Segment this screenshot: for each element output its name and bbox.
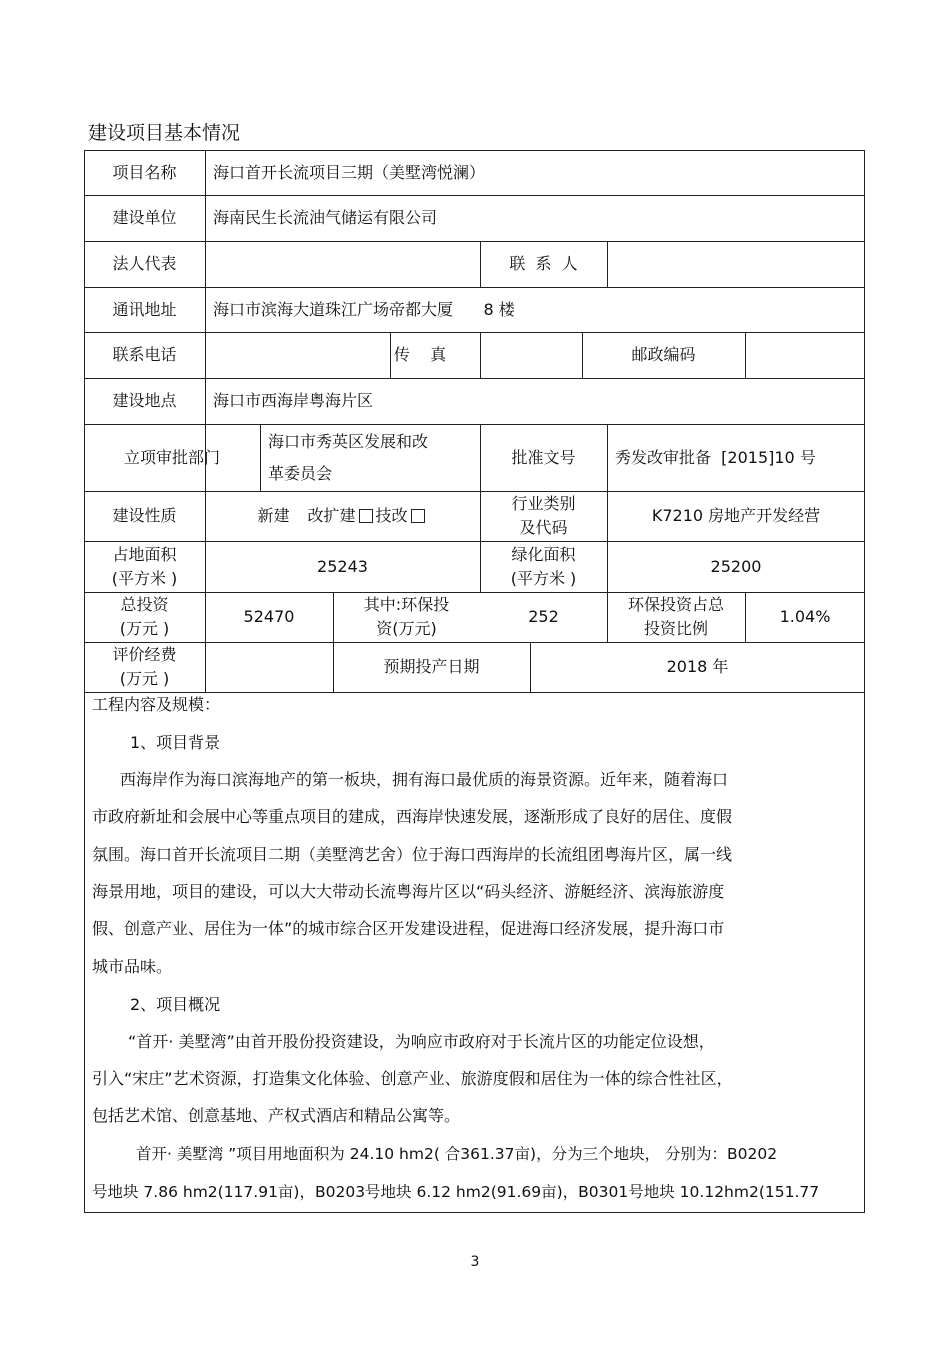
page-title: 建设项目基本情况 <box>88 122 241 144</box>
expected-date-value: 2018 年 <box>666 657 729 676</box>
env-invest-label-line2: 资(万元) <box>376 619 437 638</box>
industry-value: K7210 房地产开发经营 <box>651 506 821 525</box>
phone-value <box>205 332 390 378</box>
land-area-label-line2: (平方米 ) <box>111 568 178 588</box>
paragraph-line: 海景用地，项目的建设，可以大大带动长流粤海片区以“码头经济、游艇经济、滨海旅游度 <box>92 882 725 901</box>
tech-checkbox-icon[interactable] <box>411 509 425 523</box>
land-area-label-line1: 占地面积 <box>112 544 177 564</box>
total-invest-label <box>84 592 205 642</box>
contact-label: 联 系 人 <box>509 254 578 273</box>
fax-label: 传 真 <box>393 345 447 364</box>
nature-tech: 技改 <box>375 506 408 525</box>
green-area-label-line2: (平方米 ) <box>510 568 577 588</box>
paragraph-line: “首开· 美墅湾”由首开股份投资建设，为响应市政府对于长流片区的功能定位设想， <box>128 1032 715 1051</box>
nature-new: 新建 <box>257 506 290 525</box>
legal-rep-label: 法人代表 <box>112 254 177 273</box>
contact-value <box>607 241 865 287</box>
nature-options <box>205 491 480 541</box>
paragraph-line: 引入“宋庄”艺术资源，打造集文化体验、创意产业、旅游度假和居住为一体的综合性社区， <box>92 1069 733 1088</box>
nature-expand: 改扩建 <box>307 506 356 525</box>
eval-fee-label <box>84 642 205 692</box>
paragraph-line: 西海岸作为海口滨海地产的第一板块，拥有海口最优质的海景资源。近年来，随着海口 <box>120 770 729 789</box>
total-invest-value: 52470 <box>243 607 295 626</box>
env-ratio-label <box>607 592 745 642</box>
build-unit-value: 海南民生长流油气储运有限公司 <box>213 208 438 227</box>
nature-label: 建设性质 <box>112 506 177 525</box>
land-area-label <box>84 541 205 592</box>
industry-label-line2: 及代码 <box>519 518 568 537</box>
phone-label: 联系电话 <box>112 345 177 364</box>
eval-fee-value <box>205 642 333 692</box>
eval-fee-label-line1: 评价经费 <box>112 645 177 664</box>
legal-rep-value <box>205 241 480 287</box>
paragraph-line: 号地块 7.86 hm2(117.91亩)，B0203号地块 6.12 hm2(91.69亩)，B0301号地块 10.12hm2(151.77 <box>92 1183 820 1201</box>
postcode-label: 邮政编码 <box>631 345 696 364</box>
fax-value <box>480 332 582 378</box>
paragraph-line: 假、创意产业、居住为一体”的城市综合区开发建设进程，促进海口经济发展，提升海口市 <box>92 919 725 938</box>
approval-dept-line2: 革委员会 <box>268 463 333 483</box>
green-area-label-line1: 绿化面积 <box>511 544 576 564</box>
postcode-value <box>745 332 865 378</box>
land-area-value: 25243 <box>317 556 368 576</box>
paragraph-line: 市政府新址和会展中心等重点项目的建成，西海岸快速发展，逐渐形成了良好的居住、度假 <box>92 807 733 826</box>
env-ratio-value: 1.04% <box>779 607 831 626</box>
project-name-label: 项目名称 <box>112 162 177 182</box>
industry-label <box>480 491 607 541</box>
paragraph-line: 包括艺术馆、创意基地、产权式酒店和精品公寓等。 <box>92 1106 461 1125</box>
approval-dept-value <box>260 424 480 491</box>
section1-title: 1、项目背景 <box>130 733 221 752</box>
env-invest-label-line1: 其中:环保投 <box>363 595 450 614</box>
address-value: 海口市滨海大道珠江广场帝都大厦 8 楼 <box>213 299 515 319</box>
address-label: 通讯地址 <box>112 299 177 319</box>
approval-no-label: 批准文号 <box>511 447 576 467</box>
page-number: 3 <box>470 1254 480 1270</box>
site-label: 建设地点 <box>112 391 177 410</box>
green-area-value: 25200 <box>710 556 762 576</box>
content-heading: 工程内容及规模： <box>92 695 221 714</box>
eval-fee-label-line2: (万元 ) <box>119 669 170 688</box>
site-value: 海口市西海岸粤海片区 <box>213 391 374 410</box>
paragraph-line: 城市品味。 <box>92 957 173 976</box>
approval-no-value: 秀发改审批备 [2015]10 号 <box>615 447 816 467</box>
total-invest-label-line2: (万元 ) <box>119 619 170 638</box>
total-invest-label-line1: 总投资 <box>120 595 169 614</box>
paragraph-line: 首开· 美墅湾 ”项目用地面积为 24.10 hm2( 合361.37亩)，分为三个地块， 分别为：B0202 <box>136 1145 778 1163</box>
project-name-value: 海口首开长流项目三期（美墅湾悦澜） <box>213 162 486 182</box>
industry-label-line1: 行业类别 <box>511 494 576 513</box>
green-area-label <box>480 541 607 592</box>
env-ratio-label-line1: 环保投资占总 <box>627 595 724 614</box>
approval-dept-label: 立项审批部门 <box>123 447 220 467</box>
env-ratio-label-line2: 投资比例 <box>643 619 708 638</box>
build-unit-label: 建设单位 <box>112 208 177 227</box>
paragraph-line: 氛围。海口首开长流项目二期（美墅湾艺舍）位于海口西海岸的长流组团粤海片区，属一线 <box>92 845 733 864</box>
env-invest-value: 252 <box>528 607 559 626</box>
approval-dept-line1: 海口市秀英区发展和改 <box>268 431 429 451</box>
expected-date-label: 预期投产日期 <box>383 657 480 676</box>
env-invest-label <box>333 592 480 642</box>
expand-checkbox-icon[interactable] <box>359 509 373 523</box>
section2-title: 2、项目概况 <box>130 995 221 1014</box>
